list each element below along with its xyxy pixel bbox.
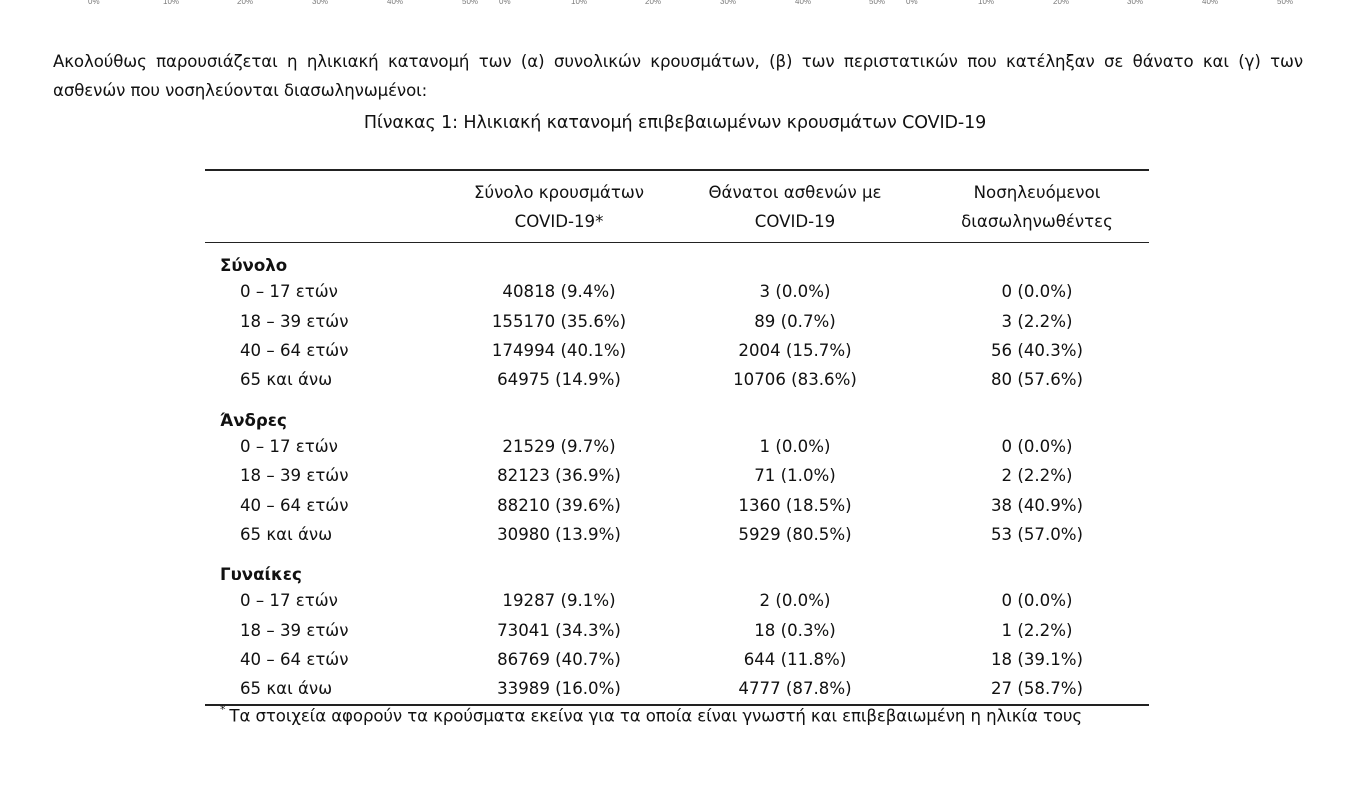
intubated-cell: 56 (40.3%) [990,340,1084,360]
intubated-cell: 1 (2.2%) [1001,620,1073,640]
table-row [205,277,1149,306]
deaths-cell: 10706 (83.6%) [733,370,857,390]
header-deaths: Θάνατοι ασθενών με COVID-19 [708,182,882,231]
table-row [205,616,1149,645]
axis-tick: 0% [906,0,918,6]
axis-tick: 20% [645,0,662,6]
deaths-cell: 1 (0.0%) [759,436,831,456]
deaths-cell: 18 (0.3%) [754,620,836,640]
group-row [205,243,1149,278]
deaths-cell: 2 (0.0%) [759,591,831,611]
axis-tick: 20% [237,0,254,6]
cases-cell: 40818 (9.4%) [502,282,616,302]
table-row [205,490,1149,519]
age-cell: 40 – 64 ετών [240,495,349,515]
cases-cell: 88210 (39.6%) [497,495,621,515]
cases-cell: 155170 (35.6%) [491,311,627,331]
age-cell: 40 – 64 ετών [240,650,349,670]
axis-tick: 50% [462,0,479,6]
cases-cell: 19287 (9.1%) [502,591,616,611]
axis-tick: 0% [499,0,511,6]
table-row [205,645,1149,674]
table-row [205,336,1149,365]
cropped-chart-axis [0,0,1350,7]
table-header-row [205,170,1149,243]
age-cell: 18 – 39 ετών [240,311,349,331]
deaths-cell: 71 (1.0%) [754,466,836,486]
cases-cell: 82123 (36.9%) [497,466,621,486]
age-cell: 18 – 39 ετών [240,620,349,640]
group-row [205,395,1149,432]
deaths-cell: 2004 (15.7%) [738,340,852,360]
deaths-cell: 1360 (18.5%) [738,495,852,515]
axis-tick: 30% [720,0,737,6]
intubated-cell: 18 (39.1%) [990,650,1084,670]
axis-tick: 30% [312,0,329,6]
age-cell: 65 και άνω [240,524,333,544]
intubated-cell: 53 (57.0%) [990,524,1084,544]
age-cell: 0 – 17 ετών [240,591,338,611]
deaths-cell: 644 (11.8%) [743,650,847,670]
age-distribution-table [205,169,1149,706]
intro-paragraph: Ακολούθως παρουσιάζεται η ηλικιακή κατανομή των (α) συνολικών κρουσμάτων, (β) των περιστατικών που κατέληξαν σε θάνατο και (γ) των ασθενών που νοσηλεύονται διασωληνωμένοι: [53,51,1303,100]
intubated-cell: 38 (40.9%) [990,495,1084,515]
age-cell: 0 – 17 ετών [240,282,338,302]
table-row [205,365,1149,394]
intubated-cell: 27 (58.7%) [990,679,1084,699]
group-label: Σύνολο [220,256,288,275]
footnote-marker: * [220,703,226,716]
deaths-cell: 3 (0.0%) [759,282,831,302]
table-body [205,243,1149,705]
cases-cell: 64975 (14.9%) [497,370,621,390]
age-cell: 65 και άνω [240,679,333,699]
header-intubated: Νοσηλευόμενοι διασωληνωθέντες [961,182,1113,231]
intubated-cell: 0 (0.0%) [1001,436,1073,456]
age-cell: 18 – 39 ετών [240,466,349,486]
axis-tick: 40% [795,0,812,6]
age-cell: 65 και άνω [240,370,333,390]
axis-tick: 50% [869,0,886,6]
cases-cell: 73041 (34.3%) [497,620,621,640]
header-empty [205,170,453,243]
group-label: Γυναίκες [220,565,302,585]
group-row [205,549,1149,586]
axis-tick: 10% [571,0,588,6]
table-row [205,520,1149,549]
axis-tick: 20% [1053,0,1070,6]
intubated-cell: 3 (2.2%) [1001,311,1073,331]
axis-tick: 40% [387,0,404,6]
footnote [220,705,1082,726]
age-cell: 0 – 17 ετών [240,436,338,456]
group-label: Άνδρες [220,410,287,430]
table-row [205,586,1149,615]
deaths-cell: 89 (0.7%) [754,311,836,331]
cases-cell: 30980 (13.9%) [497,524,621,544]
cases-cell: 86769 (40.7%) [497,650,621,670]
table-caption: Πίνακας 1: Ηλικιακή κατανομή επιβεβαιωμένων κρουσμάτων COVID-19 [363,113,987,133]
axis-tick: 30% [1127,0,1144,6]
intubated-cell: 0 (0.0%) [1001,282,1073,302]
header-total-cases: Σύνολο κρουσμάτων COVID-19* [474,182,644,231]
table-row [205,461,1149,490]
cases-cell: 33989 (16.0%) [497,679,621,699]
intubated-cell: 2 (2.2%) [1001,466,1073,486]
cases-cell: 174994 (40.1%) [491,340,627,360]
axis-tick: 10% [978,0,995,6]
deaths-cell: 5929 (80.5%) [738,524,852,544]
table-row [205,306,1149,335]
table-row [205,432,1149,461]
axis-tick: 50% [1277,0,1294,6]
intubated-cell: 80 (57.6%) [990,370,1084,390]
axis-tick: 0% [88,0,100,6]
intubated-cell: 0 (0.0%) [1001,591,1073,611]
footnote-text: Τα στοιχεία αφορούν τα κρούσματα εκείνα για τα οποία είναι γνωστή και επιβεβαιωμένη η ηλικία τους [229,706,1083,726]
axis-tick: 40% [1202,0,1219,6]
deaths-cell: 4777 (87.8%) [738,679,852,699]
cases-cell: 21529 (9.7%) [502,436,616,456]
age-cell: 40 – 64 ετών [240,340,349,360]
axis-tick: 10% [163,0,180,6]
table-row [205,674,1149,704]
